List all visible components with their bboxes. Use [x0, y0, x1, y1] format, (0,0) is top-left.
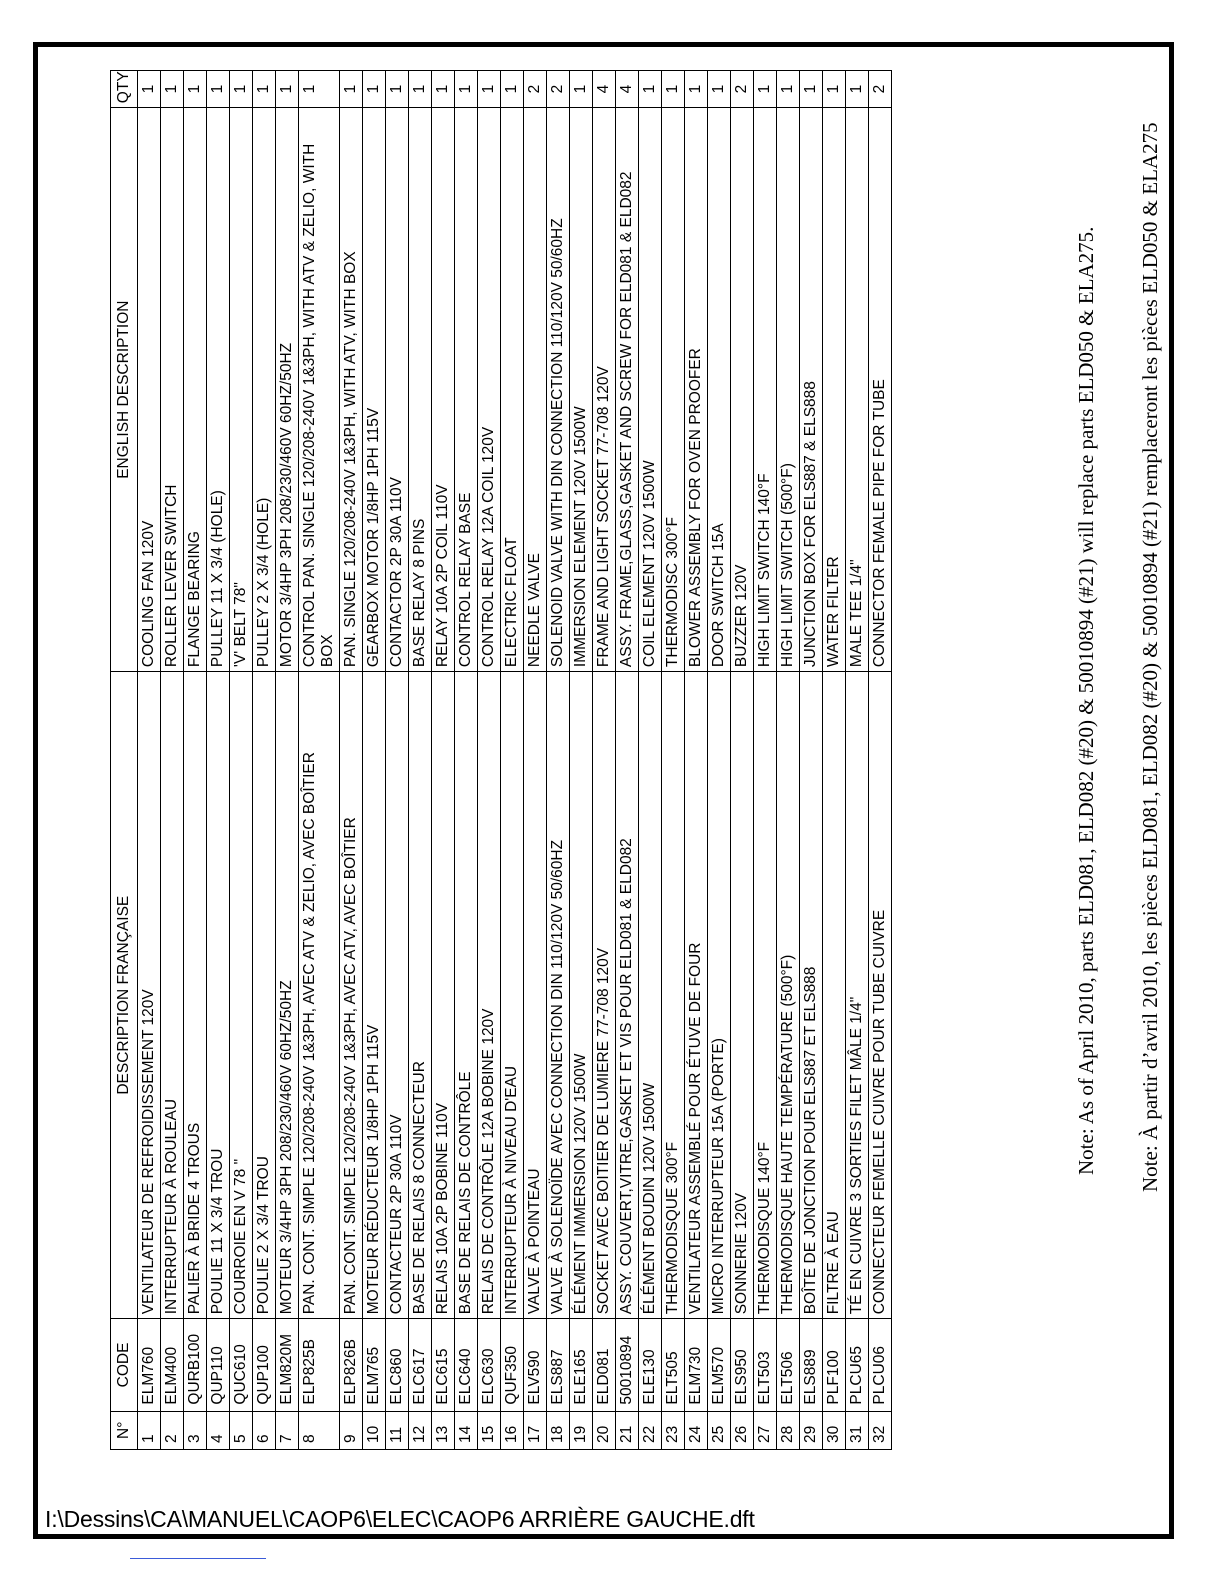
- english-description: ROLLER LEVER SWITCH: [161, 108, 184, 672]
- quantity: 2: [524, 71, 547, 108]
- quantity: 2: [869, 71, 892, 108]
- quantity: 2: [731, 71, 754, 108]
- part-code: QUF350: [501, 1319, 524, 1411]
- english-description: ASSY. FRAME,GLASS,GASKET AND SCREW FOR ELD081 & ELD082: [616, 108, 639, 672]
- english-description: ELECTRIC FLOAT: [501, 108, 524, 672]
- part-code: ELM400: [161, 1319, 184, 1411]
- quantity: 1: [363, 71, 386, 108]
- quantity: 1: [455, 71, 478, 108]
- note-english: Note: As of April 2010, parts ELD081, ELD082 (#20) & 50010894 (#21) will replace parts ELD050 & ELA275.: [1074, 226, 1098, 1175]
- quantity: 1: [846, 71, 869, 108]
- quantity: 1: [777, 71, 800, 108]
- row-number: 20: [593, 1411, 616, 1449]
- file-path: I:\Dessins\CA\MANUEL\CAOP6\ELEC\CAOP6 ARRIÈRE GAUCHE.dft: [45, 1506, 755, 1532]
- row-number: 3: [184, 1411, 207, 1449]
- row-number: 10: [363, 1411, 386, 1449]
- part-code: ELM570: [708, 1319, 731, 1411]
- table-row: [455, 71, 478, 1450]
- table-row: [432, 71, 455, 1450]
- part-code: ELC860: [386, 1319, 409, 1411]
- header-code: CODE: [111, 1319, 138, 1411]
- table-row: [276, 71, 299, 1450]
- table-row: [161, 71, 184, 1450]
- part-code: ELT505: [662, 1319, 685, 1411]
- quantity: 1: [230, 71, 253, 108]
- english-description: THERMODISC 300°F: [662, 108, 685, 672]
- row-number: 28: [777, 1411, 800, 1449]
- french-description: COURROIE EN V 78 ": [230, 672, 253, 1319]
- table-row: [478, 71, 501, 1450]
- french-description: FILTRE À EAU: [823, 672, 846, 1319]
- quantity: 1: [823, 71, 846, 108]
- quantity: 1: [570, 71, 593, 108]
- quantity: 1: [253, 71, 276, 108]
- english-description: CONTROL RELAY 12A COIL 120V: [478, 108, 501, 672]
- row-number: 26: [731, 1411, 754, 1449]
- row-number: 6: [253, 1411, 276, 1449]
- quantity: 1: [478, 71, 501, 108]
- french-description: THERMODISQUE 140°F: [754, 672, 777, 1319]
- english-description: PULLEY 2 X 3/4 (HOLE): [253, 108, 276, 672]
- row-number: 8: [299, 1411, 340, 1449]
- french-description: BASE DE RELAIS DE CONTRÔLE: [455, 672, 478, 1319]
- header-english-description: ENGLISH DESCRIPTION: [111, 108, 138, 672]
- french-description: THERMODISQUE HAUTE TEMPÉRATURE (500°F): [777, 672, 800, 1319]
- table-row: [363, 71, 386, 1450]
- row-number: 15: [478, 1411, 501, 1449]
- header-qty: QTY: [111, 71, 138, 108]
- english-description: JUNCTION BOX FOR ELS887 & ELS888: [800, 108, 823, 672]
- row-number: 4: [207, 1411, 230, 1449]
- quantity: 2: [547, 71, 570, 108]
- english-description: PAN. SINGLE 120/208-240V 1&3PH, WITH ATV, WITH BOX: [340, 108, 363, 672]
- part-code: ELM760: [138, 1319, 161, 1411]
- part-code: ELT503: [754, 1319, 777, 1411]
- table-row: [708, 71, 731, 1450]
- quantity: 1: [708, 71, 731, 108]
- quantity: 1: [340, 71, 363, 108]
- table-row: [800, 71, 823, 1450]
- table-row: [869, 71, 892, 1450]
- english-description: FLANGE BEARING: [184, 108, 207, 672]
- table-row: [823, 71, 846, 1450]
- english-description: BUZZER 120V: [731, 108, 754, 672]
- french-description: SONNERIE 120V: [731, 672, 754, 1319]
- quantity: 4: [616, 71, 639, 108]
- row-number: 24: [685, 1411, 708, 1449]
- french-description: MOTEUR 3/4HP 3PH 208/230/460V 60HZ/50HZ: [276, 672, 299, 1319]
- english-description: BLOWER ASSEMBLY FOR OVEN PROOFER: [685, 108, 708, 672]
- quantity: 4: [593, 71, 616, 108]
- part-code: QUP110: [207, 1319, 230, 1411]
- table-row: [731, 71, 754, 1450]
- row-number: 32: [869, 1411, 892, 1449]
- table-row: [685, 71, 708, 1450]
- parts-table: [110, 70, 892, 1450]
- english-description: DOOR SWITCH 15A: [708, 108, 731, 672]
- part-code: 50010894: [616, 1319, 639, 1411]
- english-description: CONNECTOR FEMALE PIPE FOR TUBE: [869, 108, 892, 672]
- row-number: 13: [432, 1411, 455, 1449]
- part-code: ELV590: [524, 1319, 547, 1411]
- table-row: [547, 71, 570, 1450]
- french-description: POULIE 2 X 3/4 TROU: [253, 672, 276, 1319]
- part-code: ELS887: [547, 1319, 570, 1411]
- french-description: VALVE À SOLENOÏDE AVEC CONNECTION DIN 110/120V 50/60HZ: [547, 672, 570, 1319]
- quantity: 1: [138, 71, 161, 108]
- part-code: QUC610: [230, 1319, 253, 1411]
- quantity: 1: [299, 71, 340, 108]
- french-description: ÉLÉMENT IMMERSION 120V 1500W: [570, 672, 593, 1319]
- french-description: VENTILATEUR ASSEMBLÉ POUR ÉTUVE DE FOUR: [685, 672, 708, 1319]
- english-description: NEEDLE VALVE: [524, 108, 547, 672]
- quantity: 1: [800, 71, 823, 108]
- table-row: [501, 71, 524, 1450]
- quantity: 1: [409, 71, 432, 108]
- french-description: POULIE 11 X 3/4 TROU: [207, 672, 230, 1319]
- table-header-row: [111, 71, 138, 1450]
- part-code: ELC617: [409, 1319, 432, 1411]
- row-number: 18: [547, 1411, 570, 1449]
- table-row: [754, 71, 777, 1450]
- english-description: CONTROL PAN. SINGLE 120/208-240V 1&3PH, WITH ATV & ZELIO, WITH BOX: [299, 108, 340, 672]
- part-code: ELE130: [639, 1319, 662, 1411]
- french-description: VENTILATEUR DE REFROIDISSEMENT 120V: [138, 672, 161, 1319]
- french-description: PAN. CONT. SIMPLE 120/208-240V 1&3PH, AVEC ATV, AVEC BOÎTIER: [340, 672, 363, 1319]
- english-description: HIGH LIMIT SWITCH 140°F: [754, 108, 777, 672]
- row-number: 11: [386, 1411, 409, 1449]
- table-row: [253, 71, 276, 1450]
- table-row: [409, 71, 432, 1450]
- part-code: PLCU06: [869, 1319, 892, 1411]
- table-row: [662, 71, 685, 1450]
- english-description: MALE TEE 1/4": [846, 108, 869, 672]
- row-number: 31: [846, 1411, 869, 1449]
- row-number: 23: [662, 1411, 685, 1449]
- table-row: [639, 71, 662, 1450]
- part-code: ELS950: [731, 1319, 754, 1411]
- header-french-description: DESCRIPTION FRANÇAISE: [111, 672, 138, 1319]
- table-row: [593, 71, 616, 1450]
- french-description: THERMODISQUE 300°F: [662, 672, 685, 1319]
- part-code: PLF100: [823, 1319, 846, 1411]
- part-code: PLCU65: [846, 1319, 869, 1411]
- table-row: [386, 71, 409, 1450]
- french-description: CONTACTEUR 2P 30A 110V: [386, 672, 409, 1319]
- divider-line: [130, 1558, 266, 1559]
- english-description: SOLENOID VALVE WITH DIN CONNECTION 110/120V 50/60HZ: [547, 108, 570, 672]
- french-description: MICRO INTERRUPTEUR 15A (PORTE): [708, 672, 731, 1319]
- english-description: PULLEY 11 X 3/4 (HOLE): [207, 108, 230, 672]
- french-description: BOÎTE DE JONCTION POUR ELS887 ET ELS888: [800, 672, 823, 1319]
- french-description: PALIER À BRIDE 4 TROUS: [184, 672, 207, 1319]
- part-code: ELC615: [432, 1319, 455, 1411]
- french-description: BASE DE RELAIS 8 CONNECTEUR: [409, 672, 432, 1319]
- quantity: 1: [276, 71, 299, 108]
- row-number: 22: [639, 1411, 662, 1449]
- french-description: INTERRUPTEUR À ROULEAU: [161, 672, 184, 1319]
- french-description: ÉLÉMENT BOUDIN 120V 1500W: [639, 672, 662, 1319]
- english-description: COOLING FAN 120V: [138, 108, 161, 672]
- table-row: [570, 71, 593, 1450]
- part-code: ELC640: [455, 1319, 478, 1411]
- row-number: 1: [138, 1411, 161, 1449]
- row-number: 9: [340, 1411, 363, 1449]
- french-description: PAN. CONT. SIMPLE 120/208-240V 1&3PH, AVEC ATV & ZELIO, AVEC BOÎTIER: [299, 672, 340, 1319]
- part-code: ELM730: [685, 1319, 708, 1411]
- row-number: 16: [501, 1411, 524, 1449]
- french-description: RELAIS 10A 2P BOBINE 110V: [432, 672, 455, 1319]
- part-code: ELM765: [363, 1319, 386, 1411]
- part-code: ELC630: [478, 1319, 501, 1411]
- english-description: FRAME AND LIGHT SOCKET 77-708 120V: [593, 108, 616, 672]
- english-description: COIL ELEMENT 120V 1500W: [639, 108, 662, 672]
- english-description: RELAY 10A 2P COIL 110V: [432, 108, 455, 672]
- row-number: 17: [524, 1411, 547, 1449]
- table-row: [138, 71, 161, 1450]
- french-description: INTERRUPTEUR À NIVEAU D'EAU: [501, 672, 524, 1319]
- row-number: 27: [754, 1411, 777, 1449]
- part-code: ELP825B: [299, 1319, 340, 1411]
- english-description: GEARBOX MOTOR 1/8HP 1PH 115V: [363, 108, 386, 672]
- part-code: ELE165: [570, 1319, 593, 1411]
- table-row: [777, 71, 800, 1450]
- quantity: 1: [501, 71, 524, 108]
- table-row: [340, 71, 363, 1450]
- quantity: 1: [432, 71, 455, 108]
- table-row: [846, 71, 869, 1450]
- english-description: CONTROL RELAY BASE: [455, 108, 478, 672]
- part-code: ELM820M: [276, 1319, 299, 1411]
- english-description: 'V' BELT 78": [230, 108, 253, 672]
- quantity: 1: [754, 71, 777, 108]
- row-number: 30: [823, 1411, 846, 1449]
- part-code: ELP826B: [340, 1319, 363, 1411]
- french-description: RELAIS DE CONTRÔLE 12A BOBINE 120V: [478, 672, 501, 1319]
- row-number: 21: [616, 1411, 639, 1449]
- english-description: HIGH LIMIT SWITCH (500°F): [777, 108, 800, 672]
- english-description: CONTACTOR 2P 30A 110V: [386, 108, 409, 672]
- english-description: WATER FILTER: [823, 108, 846, 672]
- table-row: [230, 71, 253, 1450]
- quantity: 1: [386, 71, 409, 108]
- table-row: [184, 71, 207, 1450]
- quantity: 1: [184, 71, 207, 108]
- english-description: IMMERSION ELEMENT 120V 1500W: [570, 108, 593, 672]
- french-description: MOTEUR RÉDUCTEUR 1/8HP 1PH 115V: [363, 672, 386, 1319]
- part-code: ELS889: [800, 1319, 823, 1411]
- quantity: 1: [639, 71, 662, 108]
- french-description: CONNECTEUR FEMELLE CUIVRE POUR TUBE CUIVRE: [869, 672, 892, 1319]
- part-code: QUP100: [253, 1319, 276, 1411]
- row-number: 19: [570, 1411, 593, 1449]
- english-description: BASE RELAY 8 PINS: [409, 108, 432, 672]
- french-description: TÉ EN CUIVRE 3 SORTIES FILET MÂLE 1/4": [846, 672, 869, 1319]
- row-number: 7: [276, 1411, 299, 1449]
- table-row: [616, 71, 639, 1450]
- row-number: 2: [161, 1411, 184, 1449]
- row-number: 25: [708, 1411, 731, 1449]
- row-number: 12: [409, 1411, 432, 1449]
- note-french: Note: À partir d’avril 2010, les pièces ELD081, ELD082 (#20) & 50010894 (#21) remplaceront les pièces ELD050 & ELA275: [1138, 122, 1162, 1192]
- row-number: 5: [230, 1411, 253, 1449]
- table-row: [524, 71, 547, 1450]
- french-description: VALVE À POINTEAU: [524, 672, 547, 1319]
- english-description: MOTOR 3/4HP 3PH 208/230/460V 60HZ/50HZ: [276, 108, 299, 672]
- part-code: ELD081: [593, 1319, 616, 1411]
- quantity: 1: [685, 71, 708, 108]
- table-row: [207, 71, 230, 1450]
- french-description: ASSY. COUVERT,VITRE,GASKET ET VIS POUR ELD081 & ELD082: [616, 672, 639, 1319]
- row-number: 14: [455, 1411, 478, 1449]
- rotated-sheet: [110, 70, 1170, 1450]
- header-no: N°: [111, 1411, 138, 1449]
- quantity: 1: [207, 71, 230, 108]
- french-description: SOCKET AVEC BOITIER DE LUMIERE 77-708 120V: [593, 672, 616, 1319]
- table-row: [299, 71, 340, 1450]
- row-number: 29: [800, 1411, 823, 1449]
- quantity: 1: [161, 71, 184, 108]
- part-code: QURB100: [184, 1319, 207, 1411]
- part-code: ELT506: [777, 1319, 800, 1411]
- quantity: 1: [662, 71, 685, 108]
